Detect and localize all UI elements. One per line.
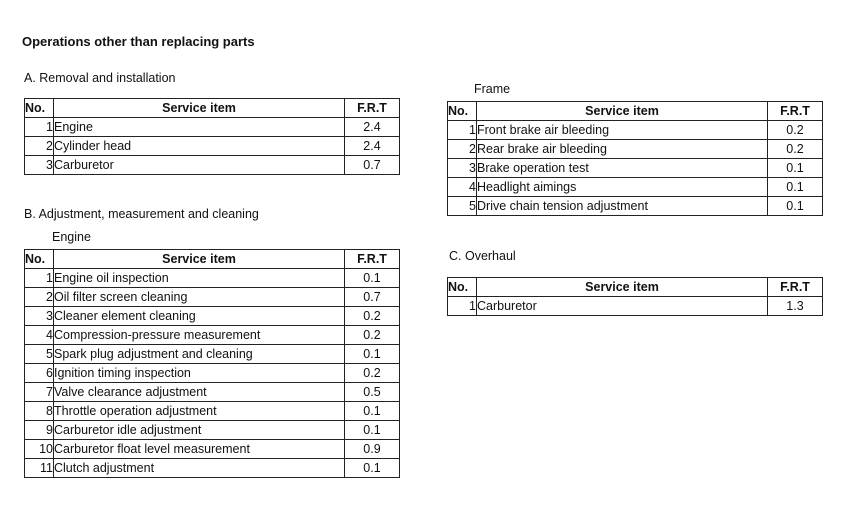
frt-value: 0.1 [768, 178, 823, 197]
table-row [25, 345, 400, 364]
col-item-header: Service item [477, 102, 768, 121]
service-item: Brake operation test [477, 159, 768, 178]
frt-value: 0.1 [345, 269, 400, 288]
service-item: Carburetor [54, 156, 345, 175]
overhaul-table [447, 277, 823, 316]
row-number: 2 [25, 288, 54, 307]
row-number: 2 [448, 140, 477, 159]
row-number: 1 [448, 297, 477, 316]
section-c-title: C. Overhaul [449, 249, 516, 263]
table-row [448, 197, 823, 216]
table-row [448, 297, 823, 316]
row-number: 8 [25, 402, 54, 421]
frt-value: 0.1 [345, 402, 400, 421]
table-header-row [25, 99, 400, 118]
col-no-header: No. [448, 278, 477, 297]
engine-subtitle: Engine [52, 230, 91, 244]
frt-value: 0.5 [345, 383, 400, 402]
table-row [25, 383, 400, 402]
frt-value: 0.2 [345, 307, 400, 326]
service-item: Drive chain tension adjustment [477, 197, 768, 216]
row-number: 3 [448, 159, 477, 178]
row-number: 3 [25, 156, 54, 175]
service-item: Oil filter screen cleaning [54, 288, 345, 307]
frt-value: 0.9 [345, 440, 400, 459]
service-item: Front brake air bleeding [477, 121, 768, 140]
row-number: 4 [448, 178, 477, 197]
col-frt-header: F.R.T [345, 99, 400, 118]
frt-value: 2.4 [345, 118, 400, 137]
table-row [25, 364, 400, 383]
frt-value: 0.7 [345, 156, 400, 175]
col-item-header: Service item [54, 250, 345, 269]
table-row [25, 118, 400, 137]
frt-value: 0.1 [345, 345, 400, 364]
service-item: Carburetor float level measurement [54, 440, 345, 459]
row-number: 6 [25, 364, 54, 383]
table-row [448, 140, 823, 159]
row-number: 5 [25, 345, 54, 364]
table-row [25, 156, 400, 175]
table-row [448, 121, 823, 140]
row-number: 11 [25, 459, 54, 478]
service-item: Engine oil inspection [54, 269, 345, 288]
row-number: 3 [25, 307, 54, 326]
service-item: Compression-pressure measurement [54, 326, 345, 345]
frt-value: 0.1 [768, 159, 823, 178]
removal-installation-table [24, 98, 400, 175]
row-number: 2 [25, 137, 54, 156]
row-number: 9 [25, 421, 54, 440]
row-number: 5 [448, 197, 477, 216]
frt-value: 0.2 [768, 121, 823, 140]
service-item: Carburetor idle adjustment [54, 421, 345, 440]
frt-value: 0.2 [345, 326, 400, 345]
col-no-header: No. [448, 102, 477, 121]
section-b-title: B. Adjustment, measurement and cleaning [24, 207, 259, 221]
service-item: Carburetor [477, 297, 768, 316]
service-item: Headlight aimings [477, 178, 768, 197]
table-row [25, 307, 400, 326]
service-item: Clutch adjustment [54, 459, 345, 478]
frt-value: 2.4 [345, 137, 400, 156]
frt-value: 0.1 [345, 421, 400, 440]
service-item: Throttle operation adjustment [54, 402, 345, 421]
col-item-header: Service item [54, 99, 345, 118]
frt-value: 1.3 [768, 297, 823, 316]
col-no-header: No. [25, 250, 54, 269]
service-item: Valve clearance adjustment [54, 383, 345, 402]
service-item: Rear brake air bleeding [477, 140, 768, 159]
table-header-row [448, 102, 823, 121]
frame-subtitle: Frame [474, 82, 511, 96]
frt-value: 0.2 [768, 140, 823, 159]
table-row [25, 421, 400, 440]
row-number: 7 [25, 383, 54, 402]
row-number: 1 [448, 121, 477, 140]
table-row [25, 459, 400, 478]
col-frt-header: F.R.T [345, 250, 400, 269]
col-no-header: No. [25, 99, 54, 118]
service-item: Cylinder head [54, 137, 345, 156]
frame-adjustment-table [447, 101, 823, 216]
row-number: 4 [25, 326, 54, 345]
col-frt-header: F.R.T [768, 278, 823, 297]
table-row [25, 326, 400, 345]
col-item-header: Service item [477, 278, 768, 297]
frt-value: 0.1 [345, 459, 400, 478]
row-number: 1 [25, 118, 54, 137]
table-row [448, 159, 823, 178]
table-header-row [25, 250, 400, 269]
table-row [25, 440, 400, 459]
table-row [25, 137, 400, 156]
service-item: Cleaner element cleaning [54, 307, 345, 326]
frt-value: 0.7 [345, 288, 400, 307]
engine-adjustment-table [24, 249, 400, 478]
row-number: 1 [25, 269, 54, 288]
table-row [25, 402, 400, 421]
service-item: Spark plug adjustment and cleaning [54, 345, 345, 364]
table-header-row [448, 278, 823, 297]
frt-value: 0.2 [345, 364, 400, 383]
table-row [25, 288, 400, 307]
page-title: Operations other than replacing parts [22, 34, 255, 49]
table-row [448, 178, 823, 197]
col-frt-header: F.R.T [768, 102, 823, 121]
service-item: Engine [54, 118, 345, 137]
frt-value: 0.1 [768, 197, 823, 216]
section-a-title: A. Removal and installation [24, 71, 176, 85]
table-row [25, 269, 400, 288]
service-item: Ignition timing inspection [54, 364, 345, 383]
row-number: 10 [25, 440, 54, 459]
